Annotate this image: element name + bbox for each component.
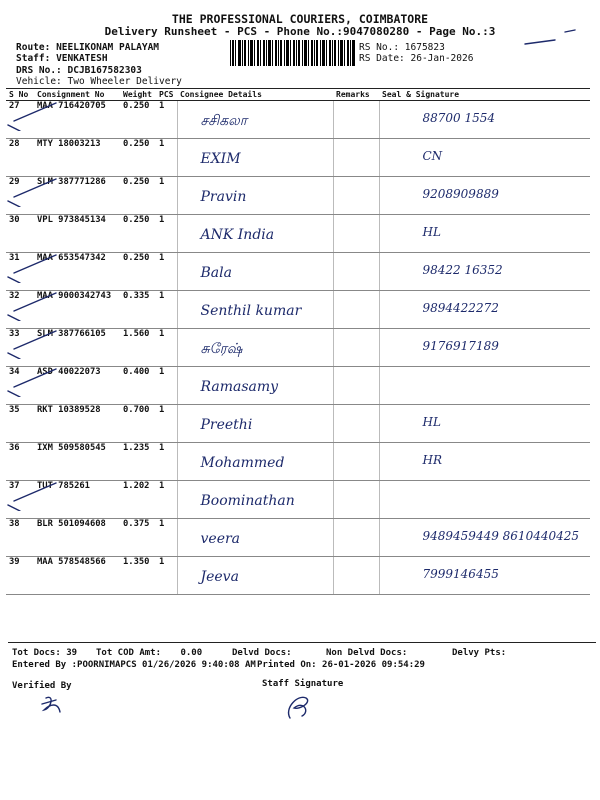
cell-pcs: 1 <box>156 557 177 595</box>
cell-sno: 29 <box>6 177 34 215</box>
col-seal-signature: Seal & Signature <box>379 89 590 101</box>
cell-pcs: 1 <box>156 253 177 291</box>
cell-sno: 31 <box>6 253 34 291</box>
cell-sno: 34 <box>6 367 34 405</box>
cell-seal-signature <box>379 481 590 519</box>
cell-pcs: 1 <box>156 367 177 405</box>
cell-weight: 0.250 <box>120 215 156 253</box>
pen-mark-icon <box>505 22 585 52</box>
cell-sno: 39 <box>6 557 34 595</box>
cell-consignee-details <box>177 253 333 291</box>
consignee-handwriting: Preethi <box>200 417 253 433</box>
table-row <box>6 215 590 253</box>
check-mark-icon <box>6 367 66 397</box>
signature-handwriting: 9176917189 <box>422 339 499 353</box>
cell-consignment: BLR 501094608 <box>34 519 120 557</box>
cell-weight: 1.235 <box>120 443 156 481</box>
drs-value: DCJB167582303 <box>67 65 142 76</box>
check-mark-icon <box>6 291 66 321</box>
cell-sno: 27 <box>6 101 34 139</box>
consignee-handwriting: Ramasamy <box>200 379 279 395</box>
cell-weight: 0.250 <box>120 101 156 139</box>
cell-consignee-details <box>177 101 333 139</box>
table-row <box>6 557 590 595</box>
cell-seal-signature <box>379 291 590 329</box>
cell-seal-signature <box>379 329 590 367</box>
cell-consignment: IXM 509580545 <box>34 443 120 481</box>
verifier-signature-icon <box>38 690 68 720</box>
totals-line <box>12 648 77 658</box>
cell-weight: 0.335 <box>120 291 156 329</box>
cell-seal-signature <box>379 253 590 291</box>
cell-seal-signature <box>379 139 590 177</box>
cell-remarks <box>333 139 379 177</box>
consignee-handwriting: Mohammed <box>200 455 285 471</box>
consignee-handwriting: Pravin <box>200 189 247 205</box>
cell-weight: 1.202 <box>120 481 156 519</box>
cell-consignment: SLM 387766105 <box>34 329 120 367</box>
cell-sno: 35 <box>6 405 34 443</box>
cell-remarks <box>333 329 379 367</box>
cell-seal-signature <box>379 177 590 215</box>
rs-date-label: RS Date: <box>359 53 405 64</box>
cell-consignment: TUT 785261 <box>34 481 120 519</box>
cell-consignee-details <box>177 481 333 519</box>
cell-weight: 0.400 <box>120 367 156 405</box>
cell-seal-signature <box>379 557 590 595</box>
cell-pcs: 1 <box>156 405 177 443</box>
table-row <box>6 367 590 405</box>
cod-line <box>96 648 202 658</box>
cell-consignment: ASD 40022073 <box>34 367 120 405</box>
table-row <box>6 139 590 177</box>
cell-pcs: 1 <box>156 481 177 519</box>
footer-divider <box>8 642 596 643</box>
cell-consignee-details <box>177 443 333 481</box>
tot-cod-label: Tot COD Amt: <box>96 648 162 658</box>
cell-consignee-details <box>177 177 333 215</box>
cell-remarks <box>333 253 379 291</box>
vehicle-value: Two Wheeler Delivery <box>67 76 182 87</box>
consignee-handwriting: EXIM <box>200 151 241 167</box>
cell-consignee-details <box>177 405 333 443</box>
cell-consignee-details <box>177 557 333 595</box>
rs-no-label: RS No.: <box>359 42 400 53</box>
cell-consignee-details <box>177 329 333 367</box>
check-mark-icon <box>6 481 66 511</box>
rs-no-line <box>359 42 445 53</box>
cell-remarks <box>333 557 379 595</box>
cell-remarks <box>333 101 379 139</box>
cell-consignment: MAA 653547342 <box>34 253 120 291</box>
rs-date-value: 26-Jan-2026 <box>410 53 474 64</box>
cell-pcs: 1 <box>156 139 177 177</box>
col-pcs: PCS <box>156 89 177 101</box>
table-row <box>6 177 590 215</box>
cell-seal-signature <box>379 405 590 443</box>
signature-handwriting: 9894422272 <box>422 301 499 315</box>
delvy-pts: Delvy Pts: <box>452 648 507 658</box>
cell-consignee-details <box>177 215 333 253</box>
cell-pcs: 1 <box>156 291 177 329</box>
tot-cod-value: 0.00 <box>180 648 203 658</box>
consignee-handwriting: ANK India <box>200 227 275 243</box>
vehicle-label: Vehicle: <box>16 76 62 87</box>
staff-value: VENKATESH <box>56 53 108 64</box>
cell-weight: 0.700 <box>120 405 156 443</box>
printed-on: Printed On: 26-01-2026 09:54:29 <box>257 660 425 670</box>
signature-handwriting: 9208909889 <box>422 187 499 201</box>
cell-consignment: VPL 973845134 <box>34 215 120 253</box>
tot-docs-label: Tot Docs: <box>12 648 61 658</box>
signature-handwriting: 88700 1554 <box>422 111 496 125</box>
cell-remarks <box>333 519 379 557</box>
verified-by: Verified By <box>12 681 72 691</box>
cell-seal-signature <box>379 443 590 481</box>
route-label: Route: <box>16 42 51 53</box>
table-row <box>6 329 590 367</box>
col-sno: S No <box>6 89 34 101</box>
cell-pcs: 1 <box>156 519 177 557</box>
route-value: NEELIKONAM PALAYAM <box>56 42 160 53</box>
signature-handwriting: HL <box>422 225 441 239</box>
cell-pcs: 1 <box>156 101 177 139</box>
cell-consignee-details <box>177 367 333 405</box>
col-consignee: Consignee Details <box>177 89 333 101</box>
col-weight: Weight <box>120 89 156 101</box>
cell-pcs: 1 <box>156 177 177 215</box>
table-row <box>6 253 590 291</box>
table-header-row <box>6 89 590 101</box>
cell-remarks <box>333 177 379 215</box>
consignee-handwriting: சுரேஷ் <box>200 341 243 357</box>
cell-weight: 0.250 <box>120 139 156 177</box>
cell-weight: 1.350 <box>120 557 156 595</box>
cell-consignment: SLM 387771286 <box>34 177 120 215</box>
route-line <box>16 42 159 53</box>
entered-by: Entered By :POORNIMAPCS 01/26/2026 9:40:08 AM <box>12 660 256 670</box>
cell-consignee-details <box>177 519 333 557</box>
cell-seal-signature <box>379 519 590 557</box>
cell-weight: 0.375 <box>120 519 156 557</box>
cell-remarks <box>333 367 379 405</box>
cell-seal-signature <box>379 215 590 253</box>
check-mark-icon <box>6 329 66 359</box>
staff-line <box>16 53 108 64</box>
cell-consignee-details <box>177 139 333 177</box>
cell-sno: 37 <box>6 481 34 519</box>
staff-signature-icon <box>280 690 320 722</box>
table-row <box>6 519 590 557</box>
runsheet-subtitle: Delivery Runsheet - PCS - Phone No.:9047080280 - Page No.:3 <box>104 25 496 38</box>
cell-weight: 1.560 <box>120 329 156 367</box>
cell-seal-signature <box>379 101 590 139</box>
cell-sno: 30 <box>6 215 34 253</box>
check-mark-icon <box>6 101 66 131</box>
staff-signature-label: Staff Signature <box>262 679 344 689</box>
cell-sno: 36 <box>6 443 34 481</box>
barcode-image <box>230 40 355 66</box>
cell-sno: 38 <box>6 519 34 557</box>
consignee-handwriting: சசிகலா <box>200 113 248 129</box>
consignee-handwriting: Bala <box>200 265 232 281</box>
cell-remarks <box>333 215 379 253</box>
vehicle-line <box>16 76 182 87</box>
col-remarks: Remarks <box>333 89 379 101</box>
rs-date-line <box>359 53 473 64</box>
cell-seal-signature <box>379 367 590 405</box>
cell-consignment: MAA 9000342743 <box>34 291 120 329</box>
cell-consignment: MAA 578548566 <box>34 557 120 595</box>
rs-no-value: 1675823 <box>404 42 445 53</box>
signature-handwriting: 7999146455 <box>422 567 499 581</box>
delvd-docs: Delvd Docs: <box>232 648 292 658</box>
table-row <box>6 101 590 139</box>
table-row <box>6 481 590 519</box>
check-mark-icon <box>6 177 66 207</box>
cell-remarks <box>333 405 379 443</box>
signature-handwriting: CN <box>422 149 443 163</box>
non-delvd-docs: Non Delvd Docs: <box>326 648 408 658</box>
consignee-handwriting: Boominathan <box>200 493 295 509</box>
cell-remarks <box>333 443 379 481</box>
cell-weight: 0.250 <box>120 253 156 291</box>
col-consignment: Consignment No <box>34 89 120 101</box>
cell-consignment: MTY 18003213 <box>34 139 120 177</box>
check-mark-icon <box>6 253 66 283</box>
cell-sno: 32 <box>6 291 34 329</box>
cell-consignee-details <box>177 291 333 329</box>
cell-weight: 0.250 <box>120 177 156 215</box>
cell-consignment: RKT 10389528 <box>34 405 120 443</box>
cell-pcs: 1 <box>156 215 177 253</box>
cell-remarks <box>333 291 379 329</box>
table-row <box>6 405 590 443</box>
cell-pcs: 1 <box>156 329 177 367</box>
table-row <box>6 443 590 481</box>
signature-handwriting: 98422 16352 <box>422 263 503 277</box>
staff-label: Staff: <box>16 53 51 64</box>
signature-handwriting: HL <box>422 415 441 429</box>
cell-sno: 28 <box>6 139 34 177</box>
cell-remarks <box>333 481 379 519</box>
cell-pcs: 1 <box>156 443 177 481</box>
drs-label: DRS No.: <box>16 65 62 76</box>
consignee-handwriting: Senthil kumar <box>200 303 302 319</box>
tot-docs-value: 39 <box>66 648 78 658</box>
cell-consignment: MAA 716420705 <box>34 101 120 139</box>
consignee-handwriting: veera <box>200 531 241 547</box>
signature-handwriting: HR <box>422 453 442 467</box>
table-row <box>6 291 590 329</box>
drs-line <box>16 65 142 76</box>
runsheet-table <box>6 88 590 595</box>
cell-sno: 33 <box>6 329 34 367</box>
company-title: THE PROFESSIONAL COURIERS, COIMBATORE <box>171 12 429 26</box>
signature-handwriting: 9489459449 8610440425 <box>422 529 580 543</box>
consignee-handwriting: Jeeva <box>200 569 239 585</box>
